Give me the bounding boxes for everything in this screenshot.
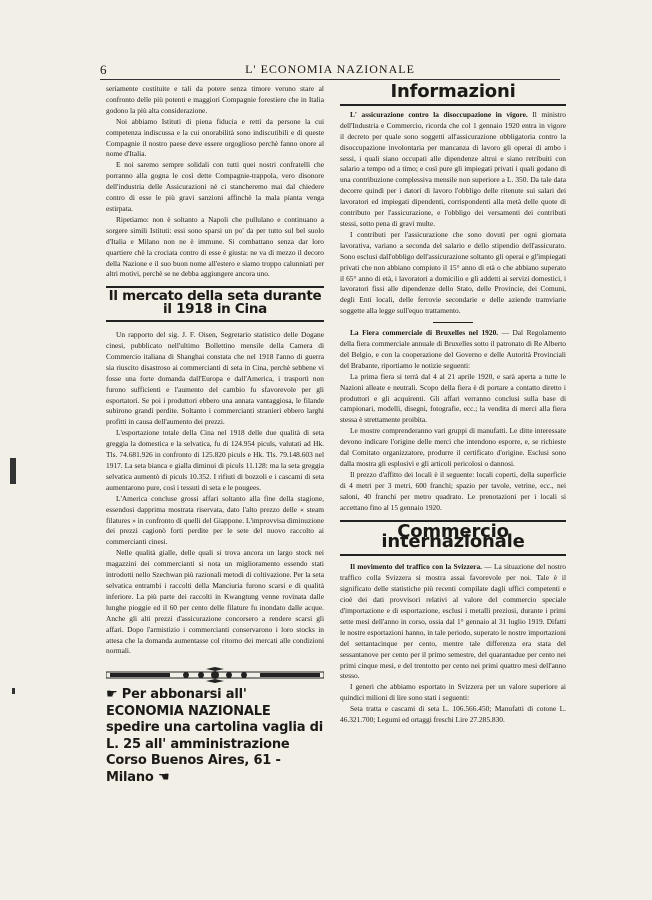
brussels-paragraph-2: La prima fiera si terrà dal 4 al 21 aprile 1920, e sarà aperta a tutte le Nazioni alleate e neutrali. Scopo della fiera è di portare a contatto diretto i produttori e gli acquirenti. Gli affari verranno conclusi sulla base di campionari, modelli, disegni, fotografie, ecc.; la vendita di merci alla fiera stessa è strettamente proibita. (340, 371, 566, 425)
pointing-hand-icon: ☛ (106, 687, 118, 703)
switzerland-traffic-title: Il movimento del traffico con la Svizzera. (350, 562, 483, 572)
informazioni-heading-box (340, 81, 566, 106)
switzerland-paragraph-3: Seta tratta e cascami di seta L. 106.566.450; Manufatti di cotone L. 46.321.700; Legumi ed ortaggi freschi Lire 27.285.830. (340, 704, 566, 725)
header-rule (100, 79, 560, 80)
brussels-fair-title: La Fiera commerciale di Bruxelles nel 1920. (350, 328, 499, 338)
scan-mark (12, 688, 15, 694)
brussels-paragraph-3: Le mostre comprenderanno vari gruppi di manufatti. Le ditte interessate devono indicare l'origine delle merci che intendono esporre, e, se richieste dal Comitato organizzatore, produrre il certificato d'origine. Esclusi sono dalla mostra gli esplosivi e gli articoli pericolosi o dannosi. (340, 426, 566, 468)
separator-rule (433, 322, 473, 323)
unemployment-paragraph-2: I contributi per l'assicurazione che sono dovuti per ogni giornata lavorativa, variano a seconda del salario e dello stipendio dell'assicurato. Sono esclusi dall'obbligo dell'assicurazione soltanto gli operai e gl'impiegati privati che non abbiano compiuto il 15° anno di età o che abbiano superato il 65° anno di età, i lavoratori a domicilio e gli addetti ai servizi domestici, i lavoratori fissi alle dipendenze dello Stato, delle Provincie, dei Comuni, degli Enti locali, delle ferrovie secondarie e delle aziende tramviarie soggette alla legge sull'equo trattamento. (340, 229, 566, 316)
scan-mark (10, 458, 16, 484)
subscription-advertisement (106, 687, 324, 786)
silk-section-title-box (106, 286, 324, 322)
intro-paragraph-3: E noi saremo sempre solidali con tutti quei nostri confratelli che porranno alla gogna le così dette Compagnie-trappola, vero disonore dell'industria delle Assicurazioni nè ci stancheremo mai dal chiedere contro di esse le più gravi sanzioni affinchè la mala pianta venga estirpata. (106, 160, 324, 213)
silk-paragraph-4: Nelle qualità gialle, delle quali si trova ancora un largo stock nei magazzini dei commercianti si nota un miglioramento essendo stati introdotti nello Szechwan più razionali metodi di coltivazione. Per la seta selvatica entrambi i raccolti della Manciuria furono scarsi e di qualità inferiore. La più parte dei raccolti in Kwangtung venne rovinata dalle lunghe pioggie ed il 60 per cento delle filature fu inondato dalle acque. Anche gli alti prezzi d'assicurazione concorsero a rendere scarsi gli affari. Dopo l'armistizio i commercianti conservarono i loro stocks in attesa che la domanda aumentasse col ritorno dei mercati alle condizioni normali. (106, 548, 324, 656)
running-title: L' ECONOMIA NAZIONALE (245, 62, 415, 76)
unemployment-insurance-title: L' assicurazione contro la disoccupazione in vigore. (350, 109, 528, 119)
intro-paragraph-1: seriamente costituite e tali da potere senza timore veruno stare al confronto delle più potenti e maggiori Compagnie forestiere che in Italia godono la più alta considerazione. (106, 84, 324, 115)
silk-paragraph-2: L'esportazione totale della Cina nel 1918 delle due qualità di seta greggia la domestica e la selvatica, fu di 124.954 piculs, valutati ad Hk. Tls. 74.681.926 in confronto di 125.820 piculs e Hk. Tls. 79.148.603 nel 1917. La seta bianca e gialla diminui di piculs 11.128: ma la seta greggia selvatica aumentò di piculs 10.352. I rifiuti di bozzoli e i cascami di seta aumentarono pure, così i tessuti di seta e le pougees. (106, 428, 324, 492)
switzerland-paragraph-2: I generi che abbiamo esportato in Svizzera per un valore superiore ai quindici milioni di lire sono stati i seguenti: (340, 682, 566, 703)
left-column (106, 84, 324, 786)
brussels-paragraph-1: Dal Regolamento della fiera commerciale annuale di Bruxelles sotto il patronato di Re Alberto del Belgio, e con la cooperazione del Governo e delle Autorità Provinciali del Brabante, riportiamo le notizie seguenti: (340, 328, 566, 370)
decorative-ornament (106, 667, 324, 683)
page-header (100, 62, 560, 78)
brussels-paragraph-4: Il prezzo d'affitto dei locali è il seguente: locali coperti, della superficie di 4 metri per 3 metri, 600 franchi; spazio per tavole, vetrine, ecc., nei saloni, 40 franchi per metro quadrato. Le prenotazioni per i locali si accettano fino al 15 gennaio 1920. (340, 469, 566, 512)
commercio-heading-box (340, 520, 566, 557)
silk-paragraph-3: L'America concluse grossi affari soltanto alla fine della stagione, essendosi dapprima mostrata riservata, dato l'alto prezzo delle « steam filatures » in confronto di quelli del Giappone. L'improvvisa diminuzione dei prezzi cagionò forti perdite per le sete del nuovo raccolto ai commercianti cinesi. (106, 493, 324, 547)
informazioni-heading: Informazioni (390, 81, 516, 102)
pointing-hand-icon: ☚ (157, 769, 170, 785)
intro-paragraph-2: Noi abbiamo Istituti di piena fiducia e retti da persone la cui competenza indiscussa e la cui onorabilità sono indiscutibili e di queste Compagnie il nostro paese deve essere orgoglioso perchè fanno onore al nome d'Italia. (106, 116, 324, 159)
switzerland-paragraph-1: La situazione del nostro traffico colla Svizzera si mostra assai favorevole per noi. Tale è il significato delle statistiche più recenti compilate dagli uffici competenti e cioè dei dati provvisori relativi al valore del commercio speciale d'importazione e di esportazione, esclusi i metalli preziosi, durante i primi sette mesi dell'anno in corso, ossia dal 1° gennaio al 31 luglio 1919. Difatti le nostre esportazioni hanno, in tale periodo, superato le nostre importazioni del settantacinque per cento, mentre tale differenza era stata del sessantanove per cento per il primo semestre, del quarantadue per cento nei primi cinque mesi, e del trentotto per cento nei primi quattro mesi dell'anno stesso. (340, 562, 566, 681)
commercio-heading: Commercio internazionale (381, 520, 525, 553)
right-column: Informazioni L' assicurazione contro la disoccupazione in vigore. Il ministro dell'Industria e Commercio, ricorda che col 1 gennaio 1920 entra in vigore il decreto per quale sono soggetti all'assicurazione obbligatoria contro la disoccupazione involontaria per mancanza di lavoro gli operai di ambo i sessi, i quali siano occupati alle dipendenze altrui e siano retribuiti con salario a tempo od a timo; e così pure gli impiegati privati i quali godano di una contribuzione complessiva mensile non superiore a L. 350. Da tale data decorre quindi per i datori di lavoro l'obbligo delle ritenute sui salari dei lavoratori ed impiegati dipendenti, corrispondenti alla metà delle quote di contributo per l'assicurazione, e l'obbligo dei versamenti dei contributi stessi, sotto pena di gravi multe. I contributi per l'assicurazione che sono dovuti per ogni giornata lavorativa, variano a seconda del salario e dello stipendio dell'assicurato. Sono esclusi dall'obbligo dell'assicurazione soltanto gli operai e gl'impiegati privati che non abbiano compiuto il 15° anno di età o che abbiano superato il 65° anno di età, i lavoratori a domicilio e gli addetti ai servizi domestici, i lavoratori fissi alle dipendenze dello Stato, delle Provincie, dei Comuni, degli Enti locali, delle ferrovie secondarie e delle aziende tramviarie soggette alla legge sull'equo trattamento. La Fiera commerciale di Bruxelles nel 1920. — Dal Regolamento della fiera commerciale annuale di Bruxelles sotto il patronato di Re Alberto del Belgio, e con la cooperazione del Governo e delle Autorità Provinciali del Brabante, riportiamo le notizie seguenti: La prima fiera si terrà dal 4 al 21 aprile 1920, e sarà aperta a tutte le Nazioni alleate e neutrali. Scopo della fiera è di portare a contatto diretto i produttori e gli acquirenti. Gli affari verranno conclusi sulla base di campionari, modelli, disegni, fotografie, ecc.; la vendita di merci alla fiera stessa è strettamente proibita. Le mostre comprenderanno vari gruppi di manufatti. Le ditte interessate devono indicare l'origine delle merci che intendono esporre, e, se richieste dal Comitato organizzatore, produrre il certificato d'origine. Esclusi sono dalla mostra gli esplosivi e gli articoli pericolosi o dannosi. Il prezzo d'affitto dei locali è il seguente: locali coperti, della superficie di 4 metri per 3 metri, 600 franchi; spazio per tavole, vetrine, ecc., nei saloni, 40 franchi per metro quadrato. Le prenotazioni per i locali si accettano fino al 15 gennaio 1920. Commercio internazionale Il movimento del traffico con la Svizzera. — La situazione del nostro traffico colla Svizzera si mostra assai favorevole per noi. Tale è il significato delle statistiche più recenti compilate dagli uffici competenti e cioè dei dati provvisori relativi al valore del commercio speciale d'importazione e di esportazione, esclusi i metalli preziosi, durante i primi sette mesi dell'anno in corso, ossia dal 1° gennaio al 31 luglio 1919. Difatti le nostre esportazioni hanno, in tale periodo, superato le nostre importazioni del settantacinque per cento, mentre tale differenza era stata del sessantanove per cento per il primo semestre, del quarantadue per cento nei primi cinque mesi, e del trentotto per cento nei primi quattro mesi dell'anno stesso. I generi che abbiamo esportato in Svizzera per un valore superiore ai quindici milioni di lire sono stati i seguenti: Seta tratta e cascami di seta L. 106.566.450; Manufatti di cotone L. 46.321.700; Legumi ed ortaggi freschi Lire 27.285.830. (340, 81, 566, 725)
advertisement-text: Per abbonarsi all' ECONOMIA NAZIONALE spedire una cartolina vaglia di L. 25 all' amministrazione Corso Buenos Aires, 61 - Milano (106, 687, 324, 785)
intro-paragraph-4: Ripetiamo: non è soltanto a Napoli che pullulano e continuano a sorgere simili Istituti: essi sono sparsi un po' da per tutto sul bel suolo d'Italia e Milano non ne è immune. Si combattano senza dar loro quartiere chè la crociata contro di esse è giusta: ne va di mezzo il decoro della Nazione e il suo buon nome all'estero e siamo troppo calunniati per altri motivi, perchè se ne debba aggiungere ancora uno. (106, 214, 324, 279)
page-number: 6 (100, 62, 107, 77)
unemployment-paragraph-1: Il ministro dell'Industria e Commercio, ricorda che col 1 gennaio 1920 entra in vigore il decreto per quale sono soggetti all'assicurazione obbligatoria contro la disoccupazione involontaria per mancanza di lavoro gli operai di ambo i sessi, i quali siano occupati alle dipendenze altrui e siano retribuiti con salario a tempo od a timo; e così pure gli impiegati privati i quali godano di una contribuzione complessiva mensile non superiore a L. 350. Da tale data decorre quindi per i datori di lavoro l'obbligo delle ritenute sui salari dei lavoratori ed impiegati dipendenti, corrispondenti alla metà delle quote di contributo per l'assicurazione, e l'obbligo dei versamenti dei contributi stessi, sotto pena di gravi multe. (340, 109, 566, 228)
silk-section-title: Il mercato della seta durante il 1918 in Cina (108, 288, 322, 318)
silk-paragraph-1: Un rapporto del sig. J. F. Oisen, Segretario statistico delle Dogane cinesi, pubblicato nell'ultimo Bollettino mensile della Camera di Commercio italiana di Shanghai constata che nel 1918 l'anno di guerra sia riuscito disastroso ai commercianti di seta in Cina, perchè sebbene vi fosse una forte domanda dall'Europa e dall'America, i trasporti non furono sufficienti e l'aumento del cambio fu sfavorevole per gli esportatori. Se poi i produttori ebbero una annata vantaggiosa, le filande subirono grandi perdite. Soltanto i commercianti stranieri ebbero larghi profitti in causa dell'aumento dei prezzi. (106, 330, 324, 427)
